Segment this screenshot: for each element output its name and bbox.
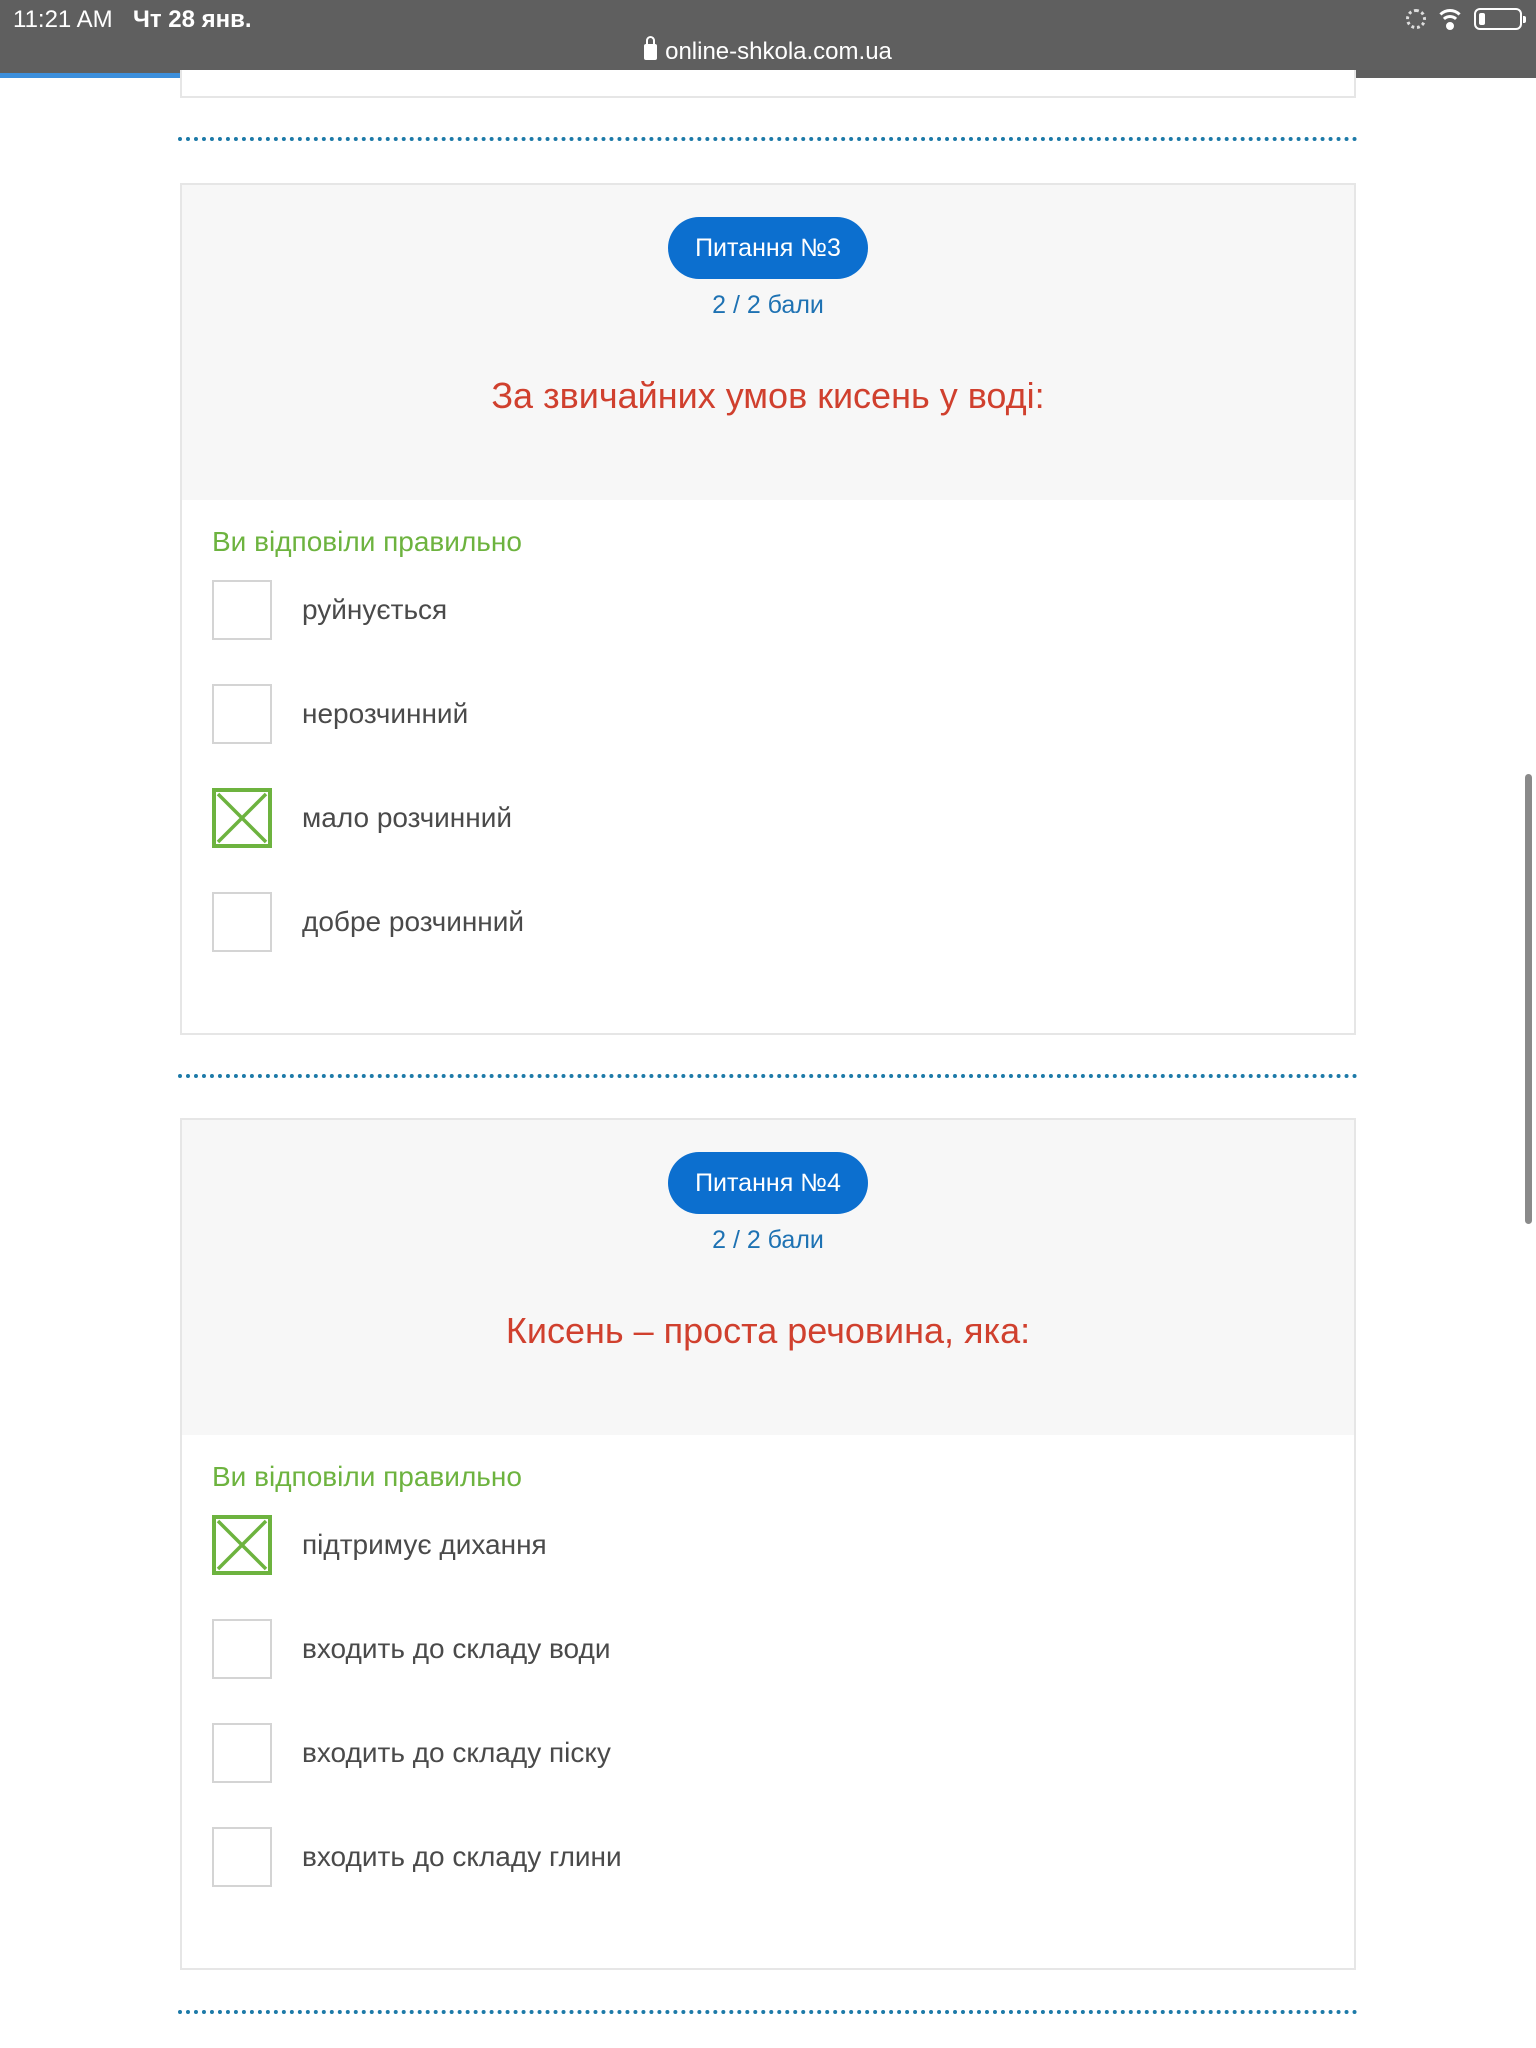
result-message: Ви відповіли правильно [212,1461,522,1492]
section-divider [178,137,1358,141]
answer-checkbox-checked[interactable] [212,788,272,848]
checkmark-x-icon [216,1519,268,1571]
answer-label: підтримує дихання [302,1529,547,1560]
question-text: За звичайних умов кисень у воді: [491,375,1045,416]
answer-label: руйнується [302,594,448,625]
answer-label: входить до складу води [302,1633,611,1664]
battery-icon [1474,8,1522,30]
checkmark-x-icon [216,792,268,844]
status-date: Чт 28 янв. [133,6,252,33]
answer-label: добре розчинний [302,906,525,937]
answer-option[interactable] [212,1827,622,1887]
status-time: 11:21 AM [13,6,113,33]
answer-label: входить до складу глини [302,1841,622,1872]
question-number-badge: Питання №4 [668,1152,868,1214]
answer-checkbox[interactable] [212,1619,272,1679]
previous-question-card [180,70,1356,98]
answer-checkbox[interactable] [212,1723,272,1783]
answer-checkbox-checked[interactable] [212,1515,272,1575]
answer-checkbox[interactable] [212,892,272,952]
answer-option[interactable] [212,1723,611,1783]
answer-checkbox[interactable] [212,580,272,640]
question-number-badge: Питання №3 [668,217,868,279]
answer-option[interactable] [212,684,468,744]
lock-icon [644,44,657,60]
answer-checkbox[interactable] [212,684,272,744]
answer-checkbox[interactable] [212,1827,272,1887]
question-score: 2 / 2 бали [712,291,824,319]
answer-label: мало розчинний [302,802,512,833]
spinner-icon [1406,9,1426,29]
question-card-4 [180,1118,1356,1970]
answer-label: входить до складу піску [302,1737,611,1768]
answer-option[interactable] [212,788,512,848]
section-divider [178,2010,1358,2014]
answer-option[interactable] [212,580,447,640]
result-message: Ви відповіли правильно [212,526,522,557]
answer-label: нерозчинний [302,698,469,729]
status-icons [1406,8,1522,30]
question-score: 2 / 2 бали [712,1226,824,1254]
section-divider [178,1074,1358,1078]
address-bar[interactable] [0,38,1536,66]
answer-option[interactable] [212,1515,547,1575]
url-text: online-shkola.com.ua [665,38,892,65]
wifi-icon [1436,8,1464,30]
question-card-3 [180,183,1356,1035]
answer-option[interactable] [212,892,524,952]
vertical-scrollbar[interactable] [1525,774,1532,1224]
question-header [182,1120,1354,1435]
question-text: Кисень – проста речовина, яка: [505,1310,1031,1351]
question-header [182,185,1354,500]
answer-option[interactable] [212,1619,610,1679]
browser-top-bar [0,0,1536,78]
